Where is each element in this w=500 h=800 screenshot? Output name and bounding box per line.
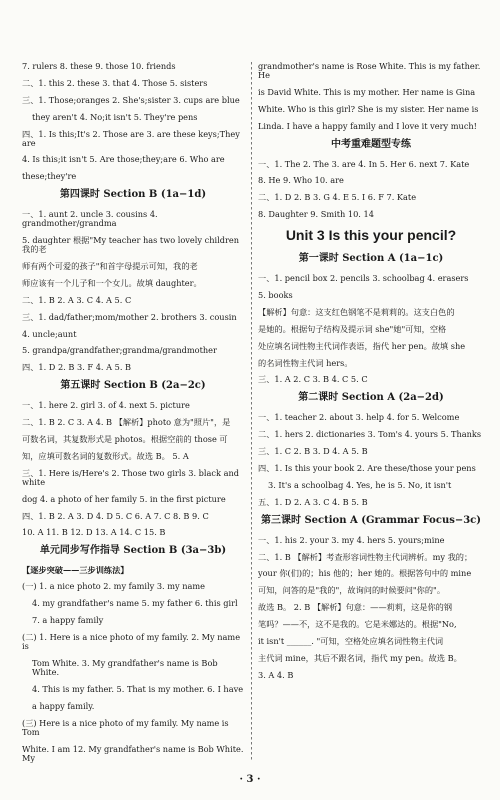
section-heading: 第一课时 Section A (1a−1c) [298,253,444,265]
answer-line: a happy family. [32,700,95,711]
answer-line: grandmother's name is Rose White. This is my father. He [258,61,481,80]
answer-line: 4. Is this;it isn't 5. Are those;they;are 6. Who are [22,154,225,165]
right-column [258,62,484,688]
answer-line: 二、1. B 【解析】考查形容词性物主代词辨析。my 我的； [258,551,473,562]
answer-line: 一、1. teacher 2. about 3. help 4. for 5. Welcome [258,412,460,423]
answer-line: 是她的。根据句子结构及提示词 she"她"可知，空格 [258,323,447,334]
answer-line: 二、1. D 2. B 3. G 4. E 5. I 6. F 7. Kate [258,192,417,203]
answer-line: 可知，问答的是"我的"，故询问的时候要问"你的"。 [258,585,446,596]
unit-title: Unit 3 Is this your pencil? [285,227,457,244]
answer-line: Tom White. 3. My grandfather's name is Bob White. [32,657,218,677]
section-heading: 单元同步写作指导 Section B (3a−3b) [39,545,227,557]
section-heading: 第五课时 Section B (2a−2c) [60,380,206,392]
answer-line: 10. A 11. B 12. D 13. A 14. C 15. B [22,527,166,538]
answer-line: 三、1. Here is/Here's 2. Those two girls 3. black and white [22,467,239,487]
answer-line: 可数名词，其复数形式是 photos。根据空前的 those 可 [22,434,228,445]
answer-line: 8. He 9. Who 10. are [258,175,344,186]
answer-line: 二、1. B 2. A 3. C 4. A 5. C [22,294,132,305]
answer-line: White. I am 12. My grandfather's name is Bob White. My [22,743,244,763]
answer-line: (一) 1. a nice photo 2. my family 3. my name [22,581,205,592]
answer-line: White. Who is this girl? She is my sister. Her name is [258,103,479,114]
answer-line: 三、1. dad/father;mom/mother 2. brothers 3. cousin [22,311,237,322]
answer-line: 笔吗？——不，这不是我的。它是米娜达的。根据"No, [258,619,457,630]
answer-line: 4. my grandfather's name 5. my father 6. this girl [32,598,238,609]
answer-line: 故选 B。 2. B 【解析】句意：——莉莉，这是你的钢 [258,602,453,613]
answer-line: it isn't ______. "可知，空格处应填名词性物主代词 [258,636,444,647]
answer-line: 四、1. B 2. A 3. D 4. D 5. C 6. A 7. C 8. B 9. C [22,510,209,521]
answer-line: 三、1. Those;oranges 2. She's;sister 3. cups are blue [22,94,240,105]
column-divider [251,62,252,762]
answer-line: 5. grandpa/grandfather;grandma/grandmother [22,345,217,356]
answer-line: 知，应填可数名词的复数形式。故选 B。 5. A [22,450,189,461]
answer-line: is David White. This is my mother. Her name is Gina [258,86,476,97]
answer-line: Linda. I have a happy family and I love it very much! [258,120,477,131]
answer-line: 一、1. aunt 2. uncle 3. cousins 4. grandmother/grandma [22,209,158,229]
answer-line: 5. daughter 根据"My teacher has two lovely children 我的老 [22,235,239,255]
answer-line: 师有两个可爱的孩子"和首字母提示可知，我的老 [22,261,198,272]
answer-line: 四、1. D 2. B 3. F 4. A 5. B [22,362,132,373]
answer-line: (二) 1. Here is a nice photo of my family. 2. My name is [22,632,241,652]
answer-line: 7. a happy family [32,615,104,626]
answer-line: 处应填名词性物主代词作表语，指代 her pen。故填 she [258,340,466,351]
answer-line: 的名词性物主代词 hers。 [258,357,353,368]
answer-line: 4. This is my father. 5. That is my mother. 6. I have [32,683,244,694]
left-column [22,62,244,770]
answer-line: 三、1. A 2. C 3. B 4. C 5. C [258,374,368,385]
answer-line: 8. Daughter 9. Smith 10. 14 [258,209,374,220]
section-heading: 第二课时 Section A (2a−2d) [298,392,444,404]
section-heading: 第三课时 Section A (Grammar Focus−3c) [260,514,481,526]
answer-line: 【逐步突破——三步训练法】 [22,565,129,576]
answer-line: 一、1. The 2. The 3. are 4. In 5. Her 6. next 7. Kate [258,158,470,169]
answer-line: 【解析】句意：这支红色钢笔不是莉莉的。这支白色的 [258,306,455,317]
answer-line: these;they're [22,171,77,182]
answer-line: 一、1. here 2. girl 3. of 4. next 5. picture [22,400,190,411]
answer-line: 二、1. this 2. these 3. that 4. Those 5. sisters [22,77,208,88]
answer-line: 4. uncle;aunt [22,328,77,339]
answer-line: 师应该有一个儿子和一个女儿。故填 daughter。 [22,277,202,288]
answer-line: 三、1. C 2. B 3. D 4. A 5. B [258,446,368,457]
answer-line: 四、1. Is this your book 2. Are these/those your pens [258,463,476,474]
answer-line: 主代词 mine，其后不跟名词，指代 my pen。故选 B。 [258,652,462,663]
answer-line: 5. books [258,290,293,301]
section-heading: 中考重难题型专练 [331,138,411,150]
answer-line: 二、1. B 2. C 3. A 4. B 【解析】photo 意为"照片"，是 [22,417,231,428]
answer-line: 一、1. pencil box 2. pencils 3. schoolbag 4. erasers [258,273,469,284]
answer-line: 3. It's a schoolbag 4. Yes, he is 5. No, it isn't [268,479,452,490]
answer-line: dog 4. a photo of her family 5. in the first picture [22,493,226,504]
section-heading: 第四课时 Section B (1a−1d) [59,189,207,201]
page-number: · 3 · [239,774,261,785]
answer-line: 7. rulers 8. these 9. those 10. friends [22,61,176,71]
answer-line: 四、1. Is this;It's 2. Those are 3. are these keys;They are [22,128,240,148]
answer-line: 二、1. hers 2. dictionaries 3. Tom's 4. yours 5. Thanks [258,429,482,440]
answer-line: they aren't 4. No;it isn't 5. They're pens [32,111,198,122]
answer-line: 3. A 4. B [258,669,294,680]
answer-line: your 你(们)的；his 他的；her 她的。根据答句中的 mine [258,568,472,579]
answer-line: (三) Here is a nice photo of my family. My name is Tom [22,717,229,737]
answer-line: 一、1. his 2. your 3. my 4. hers 5. yours;mine [258,534,445,545]
answer-line: 五、1. D 2. A 3. C 4. B 5. B [258,496,368,507]
